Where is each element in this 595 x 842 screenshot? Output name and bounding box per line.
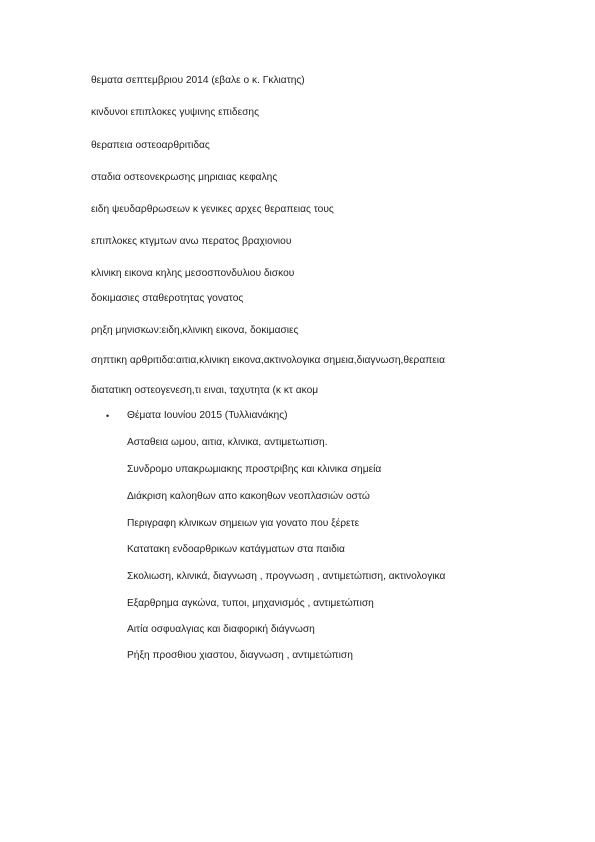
- sub-item: Εξαρθρημα αγκώνα, τυποι, μηχανισμός , αντιμετώπιση: [127, 598, 374, 609]
- sub-item: Διάκριση καλοηθων απο κακοηθων νεοπλασιών οστώ: [127, 491, 370, 502]
- paragraph: κινδυνοι επιπλοκες γυψινης επιδεσης: [91, 107, 259, 118]
- sub-item: Ρήξη προσθιου χιαστου, διαγνωση , αντιμετώπιση: [127, 650, 353, 661]
- paragraph: κλινικη εικονα κηλης μεσοσπονδυλιου δισκου: [91, 268, 295, 279]
- paragraph: ειδη ψευδαρθρωσεων κ γενικες αρχες θεραπειας τους: [91, 204, 334, 215]
- sub-item: Κατατακη ενδοαρθρικων κατάγματων στα παιδια: [127, 544, 345, 555]
- paragraph: δοκιμασιες σταθεροτητας γονατος: [91, 293, 244, 304]
- paragraph: θεραπεια οστεοαρθριτιδας: [91, 140, 210, 151]
- sub-item: Συνδρομο υπακρωμιακης προστριβης και κλινικα σημεία: [127, 464, 382, 475]
- sub-item: Σκολιωση, κλινικά, διαγνωση , προγνωση , αντιμετώπιση, ακτινολογικα: [127, 571, 446, 582]
- paragraph: ρηξη μηνισκων:ειδη,κλινικη εικονα, δοκιμασιες: [91, 325, 299, 336]
- paragraph: σηπτικη αρθριτιδα:αιτια,κλινικη εικονα,ακτινολογικα σημεια,διαγνωση,θεραπεια: [91, 355, 445, 366]
- paragraph: επιπλοκες κτγμτων ανω περατος βραχιονιου: [91, 236, 292, 247]
- bullet-heading-june-2015: Θέματα Ιουνίου 2015 (Τυλλιανάκης): [127, 410, 288, 421]
- sub-item: Ασταθεια ωμου, αιτια, κλινικα, αντιμετωπιση.: [127, 437, 328, 448]
- paragraph: διατατικη οστεογενεση,τι ειναι, ταχυτητα (κ κτ ακομ: [91, 385, 319, 396]
- sub-item: Περιγραφη κλινικων σημειων για γονατο που ξέρετε: [127, 518, 360, 529]
- bullet-marker: •: [106, 411, 110, 421]
- sub-item: Αιτία οσφυαλγιας και διαφορική διάγνωση: [127, 624, 315, 635]
- paragraph-exam-september-2014: θεματα σεπτεμβριου 2014 (εβαλε ο κ. Γκλιατης): [91, 75, 305, 86]
- paragraph: σταδια οστεονεκρωσης μηριαιας κεφαλης: [91, 172, 278, 183]
